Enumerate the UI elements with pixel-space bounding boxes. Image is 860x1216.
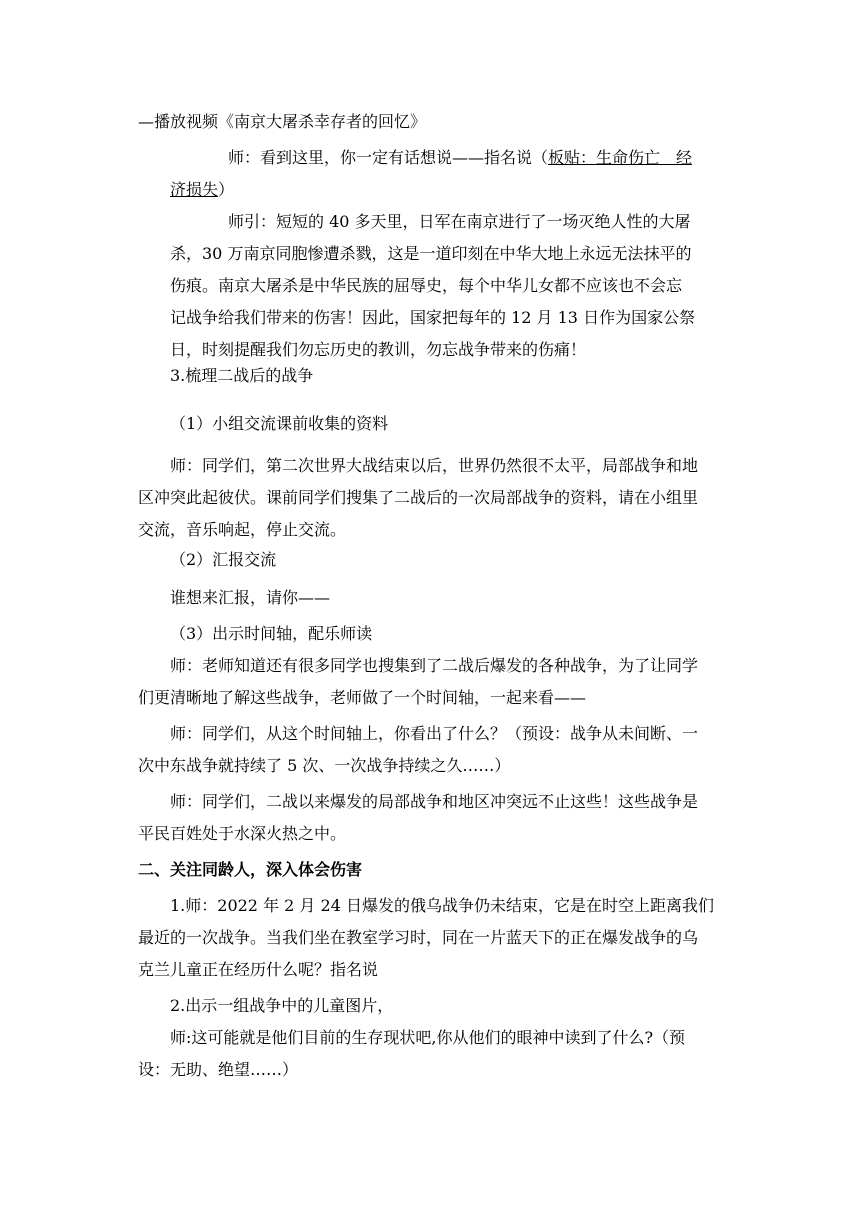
paragraph-classmates bbox=[138, 450, 738, 546]
text-line: 3.梳理二战后的战争 bbox=[170, 366, 314, 385]
text-line: 伤痕。南京大屠杀是中华民族的屈辱史，每个中华儿女都不应该也不会忘 bbox=[170, 276, 683, 295]
text-line: 1.师：2022 年 2 月 24 日爆发的俄乌战争仍未结束，它是在时空上距离我们 bbox=[170, 896, 714, 915]
text-line: （3）出示时间轴，配乐师读 bbox=[170, 624, 373, 643]
paragraph-eyes bbox=[138, 1022, 738, 1086]
board-note-cont: 济损失 bbox=[170, 180, 219, 199]
paragraph-pictures bbox=[138, 990, 738, 1022]
text-line: 次中东战争就持续了 5 次、一次战争持续之久……） bbox=[138, 756, 511, 775]
paragraph-timeline bbox=[138, 650, 738, 714]
text-line: 们更清晰地了解这些战争，老师做了一个时间轴，一起来看—— bbox=[138, 688, 587, 707]
text-line bbox=[170, 174, 730, 206]
text-line: 克兰儿童正在经历什么呢？指名说 bbox=[138, 960, 379, 979]
text-line: 师：同学们，第二次世界大战结束以后，世界仍然很不太平，局部战争和地 bbox=[170, 456, 699, 475]
text-line: 师：老师知道还有很多同学也搜集到了二战后爆发的各种战争，为了让同学 bbox=[170, 656, 699, 675]
paragraph-observe bbox=[138, 718, 738, 782]
text-line: 设：无助、绝望……） bbox=[138, 1060, 299, 1079]
text-line: 最近的一次战争。当我们坐在教室学习时，同在一片蓝天下的正在爆发战争的乌 bbox=[138, 928, 699, 947]
text-line: 日，时刻提醒我们勿忘历史的教训，勿忘战争带来的伤痛！ bbox=[170, 340, 587, 359]
paragraph-teacher-prompt bbox=[170, 142, 730, 206]
board-note: 板贴：生命伤亡 经 bbox=[548, 148, 693, 167]
text-line: 记战争给我们带来的伤害！因此，国家把每年的 12 月 13 日作为国家公祭 bbox=[170, 308, 696, 327]
text-line: 师:这可能就是他们目前的生存现状吧,你从他们的眼神中读到了什么?（预 bbox=[170, 1028, 686, 1047]
paragraph-report bbox=[138, 582, 738, 614]
text-line: 师：同学们，从这个时间轴上，你看出了什么？（预设：战争从未间断、一 bbox=[170, 724, 699, 743]
text-line: 师：同学们，二战以来爆发的局部战争和地区冲突远不止这些！这些战争是 bbox=[170, 792, 699, 811]
paragraph-ukraine bbox=[138, 890, 738, 986]
text-line: 平民百姓处于水深火热之中。 bbox=[138, 824, 347, 843]
text-line: （1）小组交流课前收集的资料 bbox=[170, 414, 389, 433]
text-line: 区冲突此起彼伏。课前同学们搜集了二战后的一次局部战争的资料，请在小组里 bbox=[138, 488, 699, 507]
text-line: （2）汇报交流 bbox=[170, 550, 277, 569]
text-span: ） bbox=[218, 180, 235, 199]
paragraph-conflicts bbox=[138, 786, 738, 850]
sub-heading-3 bbox=[138, 618, 738, 650]
text-line: 杀，30 万南京同胞惨遭杀戮，这是一道印刻在中华大地上永远无法抹平的 bbox=[170, 244, 692, 263]
text-line bbox=[170, 142, 730, 174]
text-line: 交流，音乐响起，停止交流。 bbox=[138, 520, 347, 539]
heading-3 bbox=[138, 360, 738, 392]
text-line: 2.出示一组战争中的儿童图片， bbox=[170, 996, 394, 1015]
sub-heading-2 bbox=[138, 544, 738, 576]
text-line: —播放视频《南京大屠杀幸存者的回忆》 bbox=[138, 112, 427, 131]
text-span: 师：看到这里，你一定有话想说——指名说（ bbox=[228, 148, 549, 167]
text-line: 二、关注同龄人，深入体会伤害 bbox=[138, 860, 363, 879]
text-line: 师引：短短的 40 多天里，日军在南京进行了一场灭绝人性的大屠 bbox=[228, 212, 691, 231]
paragraph-video bbox=[138, 106, 738, 138]
section-heading-2 bbox=[138, 854, 738, 886]
sub-heading-1 bbox=[138, 408, 738, 440]
text-line: 谁想来汇报，请你—— bbox=[170, 588, 331, 607]
paragraph-teacher-guide bbox=[170, 206, 730, 366]
